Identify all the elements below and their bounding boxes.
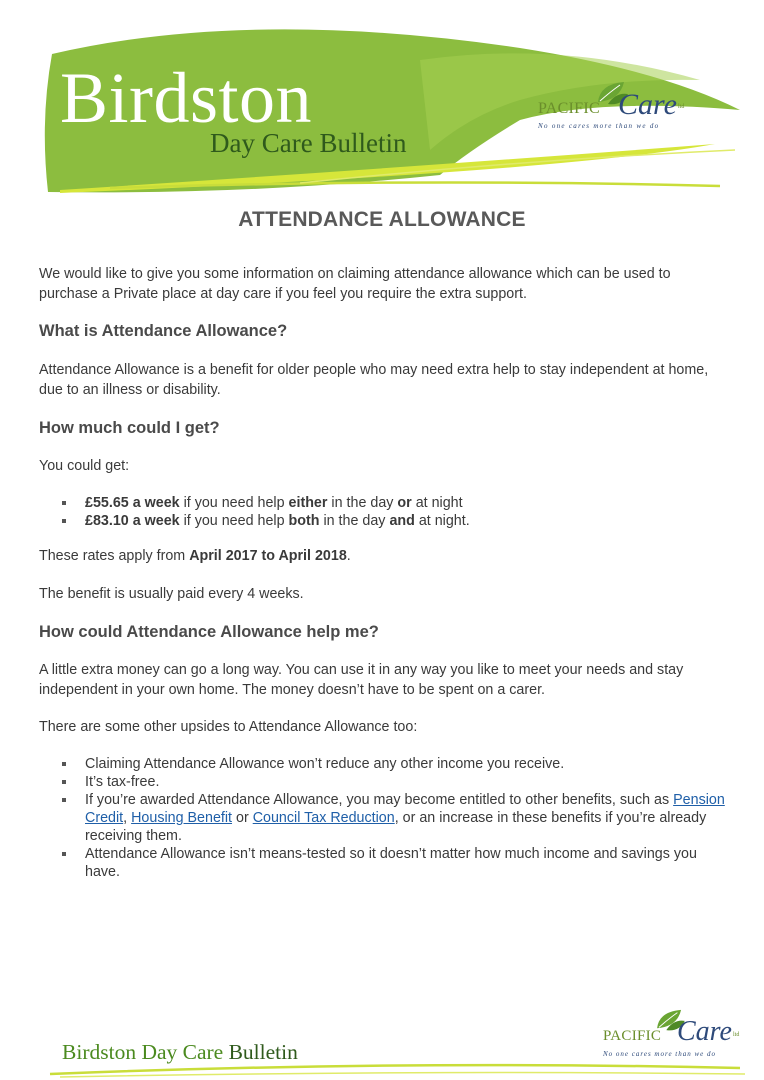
upside-item: Attendance Allowance isn’t means-tested so it doesn’t matter how much income and savings you have.: [39, 845, 729, 881]
logo-pacific-text: PACIFIC: [603, 1028, 662, 1044]
bullet-square-icon: [62, 852, 66, 856]
footer-pacific-care-logo: [603, 1008, 753, 1068]
brand-subtitle: Day Care Bulletin: [210, 128, 407, 158]
rate-amount: £83.10 a week: [85, 513, 180, 529]
upside-item: If you’re awarded Attendance Allowance, you may become entitled to other benefits, such as Pension Credit, Housing Benefit or Council Tax Reduction, or an increase in these benefits if you’re already receiving them.: [39, 791, 729, 845]
logo-care-text: Care: [618, 88, 677, 121]
what-is-paragraph: Attendance Allowance is a benefit for older people who may need extra help to stay independent at home, due to an illness or disability.: [39, 362, 709, 398]
pension-credit-link[interactable]: Pension Credit: [85, 792, 725, 826]
heading-how-help: How could Attendance Allowance help me?: [39, 623, 379, 641]
rate-item-either: £55.65 a week if you need help either in the day or at night: [39, 494, 729, 512]
rate-amount: £55.65 a week: [85, 495, 180, 511]
rates-period-line: These rates apply from April 2017 to April 2018.: [39, 548, 351, 564]
upsides-list: [39, 755, 729, 881]
pacific-care-logo: [538, 80, 698, 140]
rates-period: April 2017 to April 2018: [189, 548, 347, 564]
logo-pacific-text: PACIFIC: [538, 100, 600, 117]
footer-bulletin-title: Birdston Day Care Bulletin: [62, 1040, 298, 1064]
bullet-square-icon: [62, 780, 66, 784]
could-get-lead: You could get:: [39, 458, 130, 474]
intro-paragraph: We would like to give you some information on claiming attendance allowance which can be used to purchase a Private place at day care if you feel you require the extra support.: [39, 266, 671, 302]
bullet-square-icon: [62, 762, 66, 766]
upsides-lead: There are some other upsides to Attendance Allowance too:: [39, 719, 418, 735]
bullet-square-icon: [62, 798, 66, 802]
logo-tagline: No one cares more than we do: [603, 1050, 717, 1058]
heading-what-is: What is Attendance Allowance?: [39, 322, 288, 340]
rates-list: [39, 494, 729, 530]
rate-item-both: £83.10 a week if you need help both in the day and at night.: [39, 512, 729, 530]
upside-item: It’s tax-free.: [39, 773, 729, 791]
upside-item: Claiming Attendance Allowance won’t reduce any other income you receive.: [39, 755, 729, 773]
document-title: ATTENDANCE ALLOWANCE: [238, 208, 526, 231]
heading-how-much: How much could I get?: [39, 419, 220, 437]
brand-title: Birdston: [60, 58, 313, 138]
bullet-square-icon: [62, 501, 66, 505]
logo-ltd-text: ltd: [733, 1032, 740, 1038]
bullet-square-icon: [62, 519, 66, 523]
logo-care-text: Care: [677, 1016, 732, 1047]
logo-ltd-text: ltd: [678, 104, 685, 110]
paid-frequency-line: The benefit is usually paid every 4 weeks.: [39, 586, 304, 602]
council-tax-reduction-link[interactable]: Council Tax Reduction: [252, 810, 395, 826]
how-help-paragraph: A little extra money can go a long way. You can use it in any way you like to meet your needs and stay independent in your own home. The money doesn’t have to be spent on a carer.: [39, 662, 684, 698]
logo-tagline: No one cares more than we do: [538, 122, 660, 130]
housing-benefit-link[interactable]: Housing Benefit: [131, 810, 233, 826]
